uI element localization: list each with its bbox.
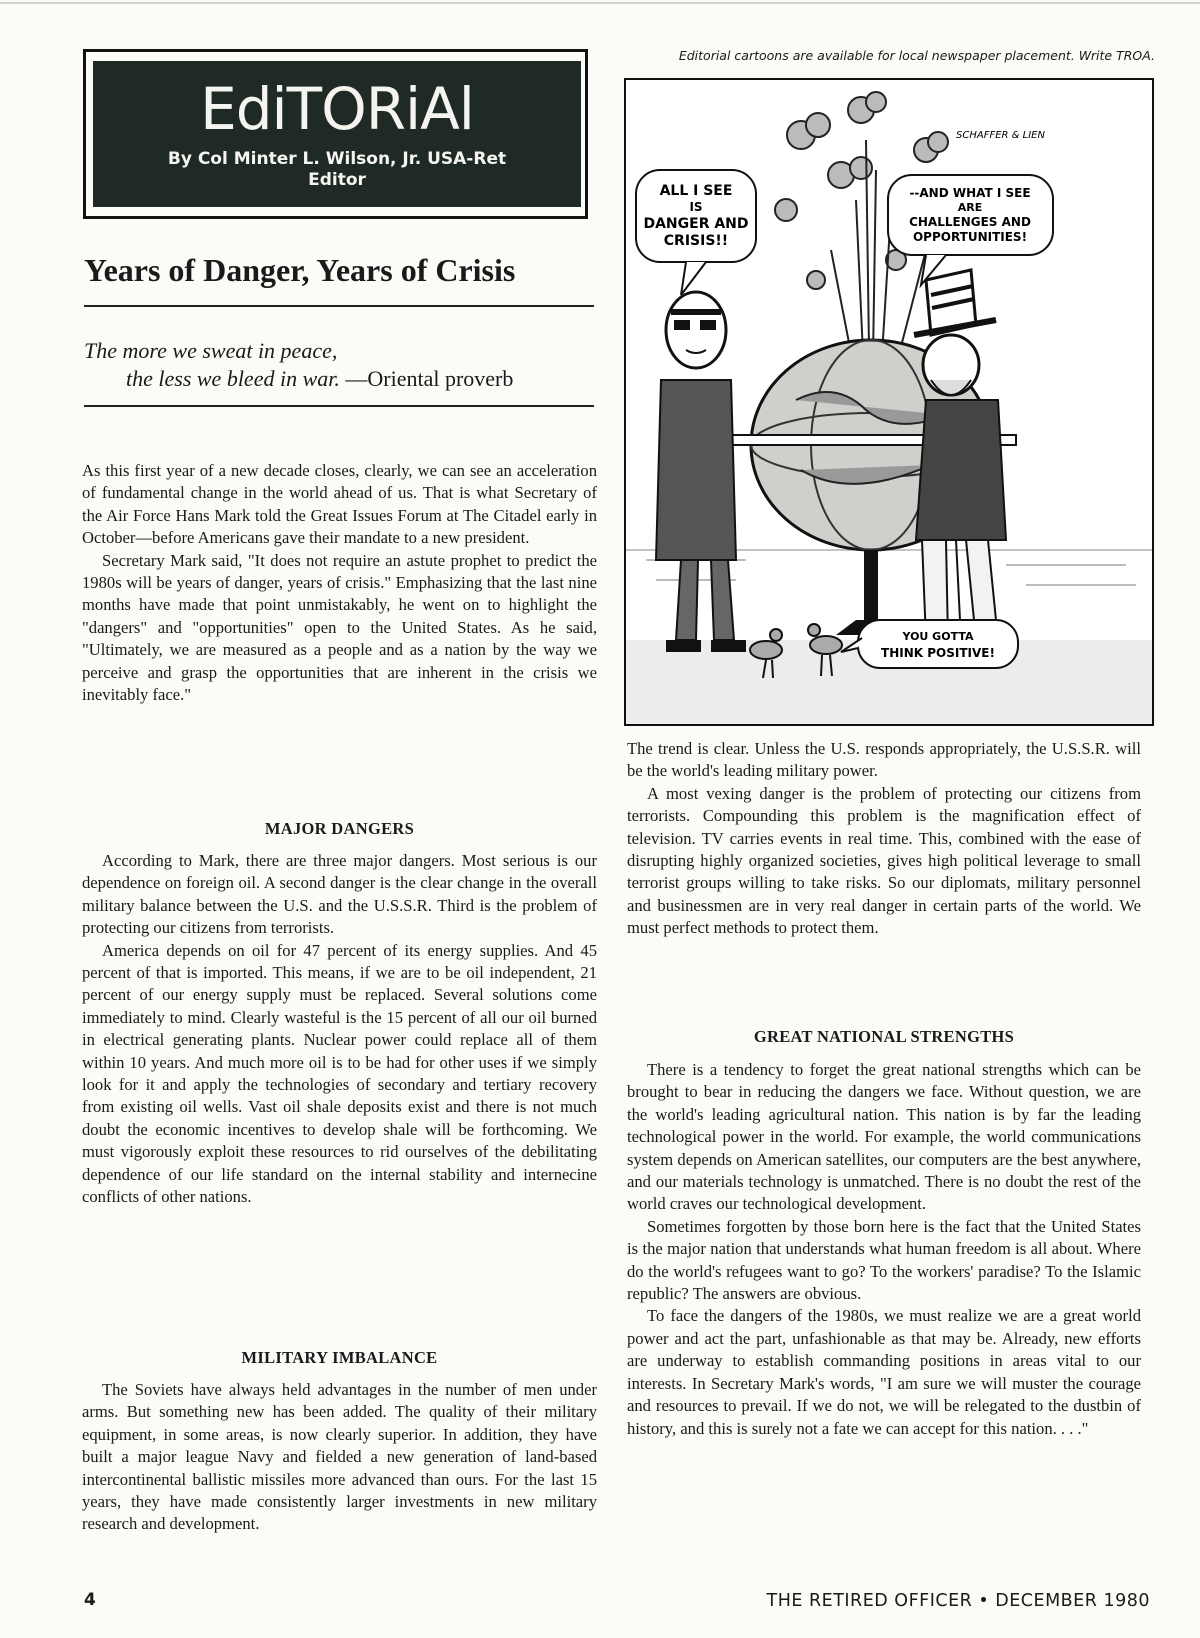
epigraph-attribution: —Oriental proverb: [339, 366, 514, 391]
body-paragraph: To face the dangers of the 1980s, we must realize we are a great world power and act the part, unfashionable as that may be. Already, new efforts are underway to establish commanding positions in areas vital to our interests. In Secretary Mark's words, "I am sure we will muster the courage and resources to prevail. If we do not, we will be relegated to the dustbin of history, and this is surely not a fate we can accept for this nation. . . .": [627, 1306, 1141, 1438]
epigraph-rule-bottom: [84, 405, 594, 407]
major-dangers-section: [82, 850, 597, 1209]
body-paragraph: Sometimes forgotten by those born here is the fact that the United States is the major nation that understands what human freedom is all about. Where do the world's refugees want to go? To the workers' paradise? To the Islamic republic? The answers are obvious.: [627, 1216, 1141, 1304]
epigraph-line-2-italic: the less we bleed in war.: [126, 366, 340, 391]
speech-bubble-bottom: [841, 620, 1018, 668]
speech-bubble-right: [888, 175, 1053, 285]
right-column-top: [627, 738, 1141, 940]
epigraph-line-2: [84, 365, 594, 393]
bubble-right-line-4: OPPORTUNITIES!: [912, 230, 1028, 244]
masthead-title: EdiTORiAl: [200, 75, 474, 143]
bubble-left-line-3: DANGER AND: [643, 216, 749, 232]
bubble-bottom-line-2: THINK POSITIVE!: [881, 646, 995, 660]
top-edge-line: [0, 2, 1200, 4]
body-paragraph: The Soviets have always held advantages in the number of men under arms. But something new has been added. The quality of their military equipment, in some areas, is now clearly superior. In addition, they have built a major league Navy and fielded a new generation of land-based intercontinental ballistic missiles more advanced than ours. For the last 15 years, they have made consistently larger investments in new military research and development.: [82, 1380, 597, 1534]
bubble-right-line-1: --AND WHAT I SEE: [909, 186, 1031, 200]
masthead-byline: [93, 149, 581, 191]
body-paragraph: Secretary Mark said, "It does not require an astute prophet to predict the 1980s will be years of danger, years of crisis." Emphasizing that the last nine months have made that point unmistakably, he went on to highlight the "dangers" and "opportunities" open to the United States. As he said, "Ultimately, we are measured as a people and as a nation by the way we perceive and grasp the opportunities that are inherent in the crisis we inevitably face.": [82, 550, 597, 705]
bubble-right-line-2: ARE: [957, 201, 983, 214]
byline-role: Editor: [308, 170, 366, 190]
body-paragraph: The trend is clear. Unless the U.S. responds appropriately, the U.S.S.R. will be the world's leading military power.: [627, 739, 1141, 781]
figure-left: [656, 292, 746, 652]
editorial-cartoon: [624, 78, 1154, 726]
bubble-left-line-2: IS: [689, 200, 703, 214]
intro-column: [82, 460, 597, 706]
speech-bubble-left: [636, 170, 756, 295]
headline: Years of Danger, Years of Crisis: [84, 252, 516, 288]
epigraph-line-1: The more we sweat in peace,: [84, 338, 338, 363]
body-paragraph: A most vexing danger is the problem of protecting our citizens from terrorists. Compounding this problem is the magnification effect of television. TV carries events in real time. This, combined with the ease of disrupting highly organized societies, gives high political leverage to small terrorist groups willing to take risks. So our diplomats, military personnel and businessmen are in very real danger in certain parts of the world. We must perfect methods to protect them.: [627, 783, 1141, 938]
publication-footer: THE RETIRED OFFICER • DECEMBER 1980: [766, 1591, 1150, 1611]
cartoon-signature: SCHAFFER & LIEN: [956, 130, 1045, 141]
headline-rule-top: [84, 305, 594, 307]
bubble-left-line-4: CRISIS!!: [663, 233, 729, 249]
subhead-major-dangers: MAJOR DANGERS: [264, 819, 415, 838]
figure-right: [914, 270, 1016, 652]
subhead-military-imbalance: MILITARY IMBALANCE: [241, 1348, 438, 1367]
body-paragraph: According to Mark, there are three major dangers. Most serious is our dependence on foreign oil. A second danger is the clear change in the overall military balance between the U.S. and the U.S.S.R. Third is the problem of protecting our citizens from terrorists.: [82, 851, 597, 938]
body-paragraph: There is a tendency to forget the great national strengths which can be brought to bear in reducing the dangers we face. Without question, we are the world's leading agricultural nation. This nation is by far the leading technological power in the world. For example, the world communications system depends on American satellites, our computers are the best anywhere, and our materials technology is unmatched. There is no doubt the rest of the world craves our technological development.: [627, 1060, 1141, 1214]
military-imbalance-section: [82, 1379, 597, 1536]
byline-author: By Col Minter L. Wilson, Jr. USA-Ret: [167, 149, 507, 169]
masthead: [93, 61, 581, 207]
bubble-left-line-1: ALL I SEE: [659, 183, 733, 199]
cartoon-illustration: [626, 80, 1152, 724]
cartoon-caption: Editorial cartoons are available for local newspaper placement. Write TROA.: [678, 48, 1155, 63]
strengths-section: [627, 1059, 1141, 1440]
bubble-right-line-3: CHALLENGES AND: [909, 215, 1031, 229]
page-number: 4: [84, 1590, 96, 1610]
body-paragraph: As this first year of a new decade closes, clearly, we can see an acceleration of fundamental change in the world ahead of us. That is what Secretary of the Air Force Hans Mark told the Great Issues Forum at The Citadel early in October—before Americans gave their mandate to a new president.: [82, 461, 597, 548]
bubble-bottom-line-1: YOU GOTTA: [902, 630, 974, 643]
subhead-great-national-strengths: GREAT NATIONAL STRENGTHS: [753, 1027, 1015, 1046]
epigraph: [84, 337, 594, 393]
body-paragraph: America depends on oil for 47 percent of its energy supplies. And 45 percent of that is imported. This means, if we are to be oil independent, 21 percent of our energy supply must be replaced. Several solutions come immediately to mind. Clearly wasteful is the 15 percent of all our oil burned in electrical generating plants. Nuclear power could replace all of them within 10 years. And much more oil is to be had for other uses if we simply look for it and apply the technologies of secondary and tertiary recovery from existing oil wells. Vast oil shale deposits exist and there is not much doubt the economic incentives to develop shale will be forthcoming. We must vigorously exploit these resources to rid ourselves of the debilitating dependence of our life standard on the internal stability and internecine conflicts of other nations.: [82, 940, 597, 1207]
